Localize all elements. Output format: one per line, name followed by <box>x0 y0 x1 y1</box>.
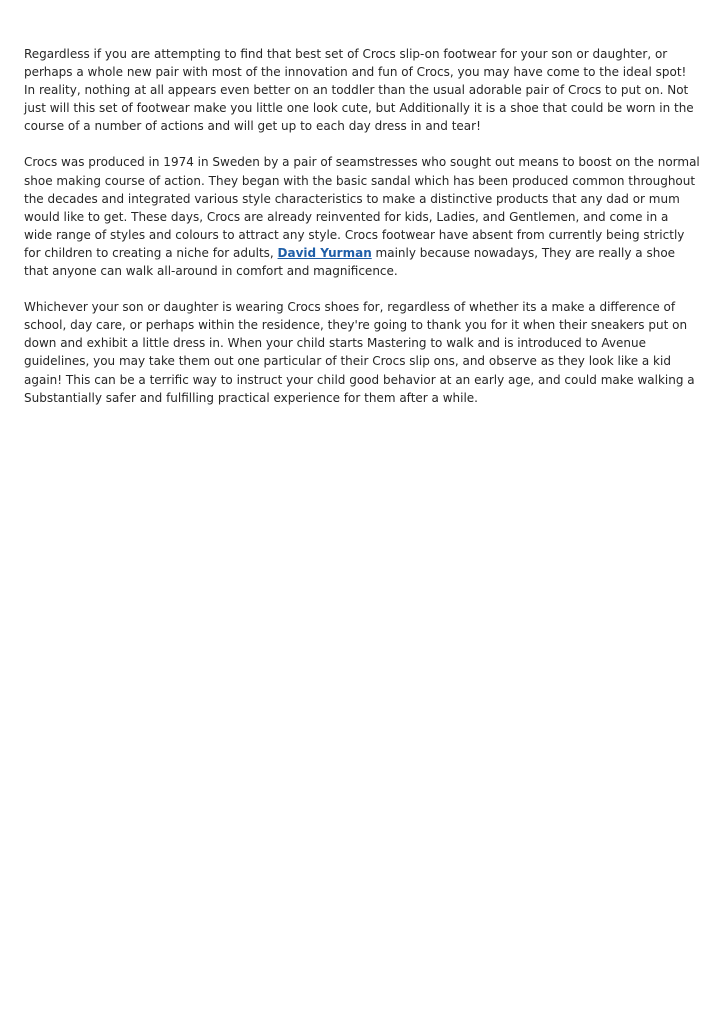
david-yurman-link[interactable]: David Yurman <box>277 245 372 260</box>
paragraph-history-text-end: mainly because nowadays, They are really a shoe that anyone can walk all-around in comfort and magnificence. <box>24 245 676 279</box>
paragraph-history <box>24 153 700 280</box>
paragraph-history-text-start: Crocs was produced in 1974 in Sweden by a pair of seamstresses who sought out means to boost on the normal shoe making course of action. They began with the basic sandal which has been produced common throughout the decades and integrated various style characteristics to make a distinctive products that any dad or mum would like to get. These days, Crocs are already reinvented for kids, Ladies, and Gentlemen, and come in a wide range of styles and colours to attract any style. Crocs footwear have absent from currently being strictly for children to creating a niche for adults, <box>24 155 700 260</box>
paragraph-usage: Whichever your son or daughter is wearing Crocs shoes for, regardless of whether its a make a difference of school, day care, or perhaps within the residence, they're going to thank you for it when their sneakers put on down and exhibit a little dress in. When your child starts Mastering to walk and is introduced to Avenue guidelines, you may take them out one particular of their Crocs slip ons, and observe as they look like a kid again! This can be a terrific way to instruct your child good behavior at an early age, and could make walking a Substantially safer and fulfilling practical experience for them after a while. <box>24 300 695 405</box>
paragraph-intro: Regardless if you are attempting to find that best set of Crocs slip-on footwear for your son or daughter, or perhaps a whole new pair with most of the innovation and fun of Crocs, you may have come to the ideal spot! In reality, nothing at all appears even better on an toddler than the usual adorable pair of Crocs to put on. Not just will this set of footwear make you little one look cute, but Additionally it is a shoe that could be worn in the course of a number of actions and will get up to each day dress in and tear! <box>24 47 694 134</box>
document-body <box>24 45 700 425</box>
